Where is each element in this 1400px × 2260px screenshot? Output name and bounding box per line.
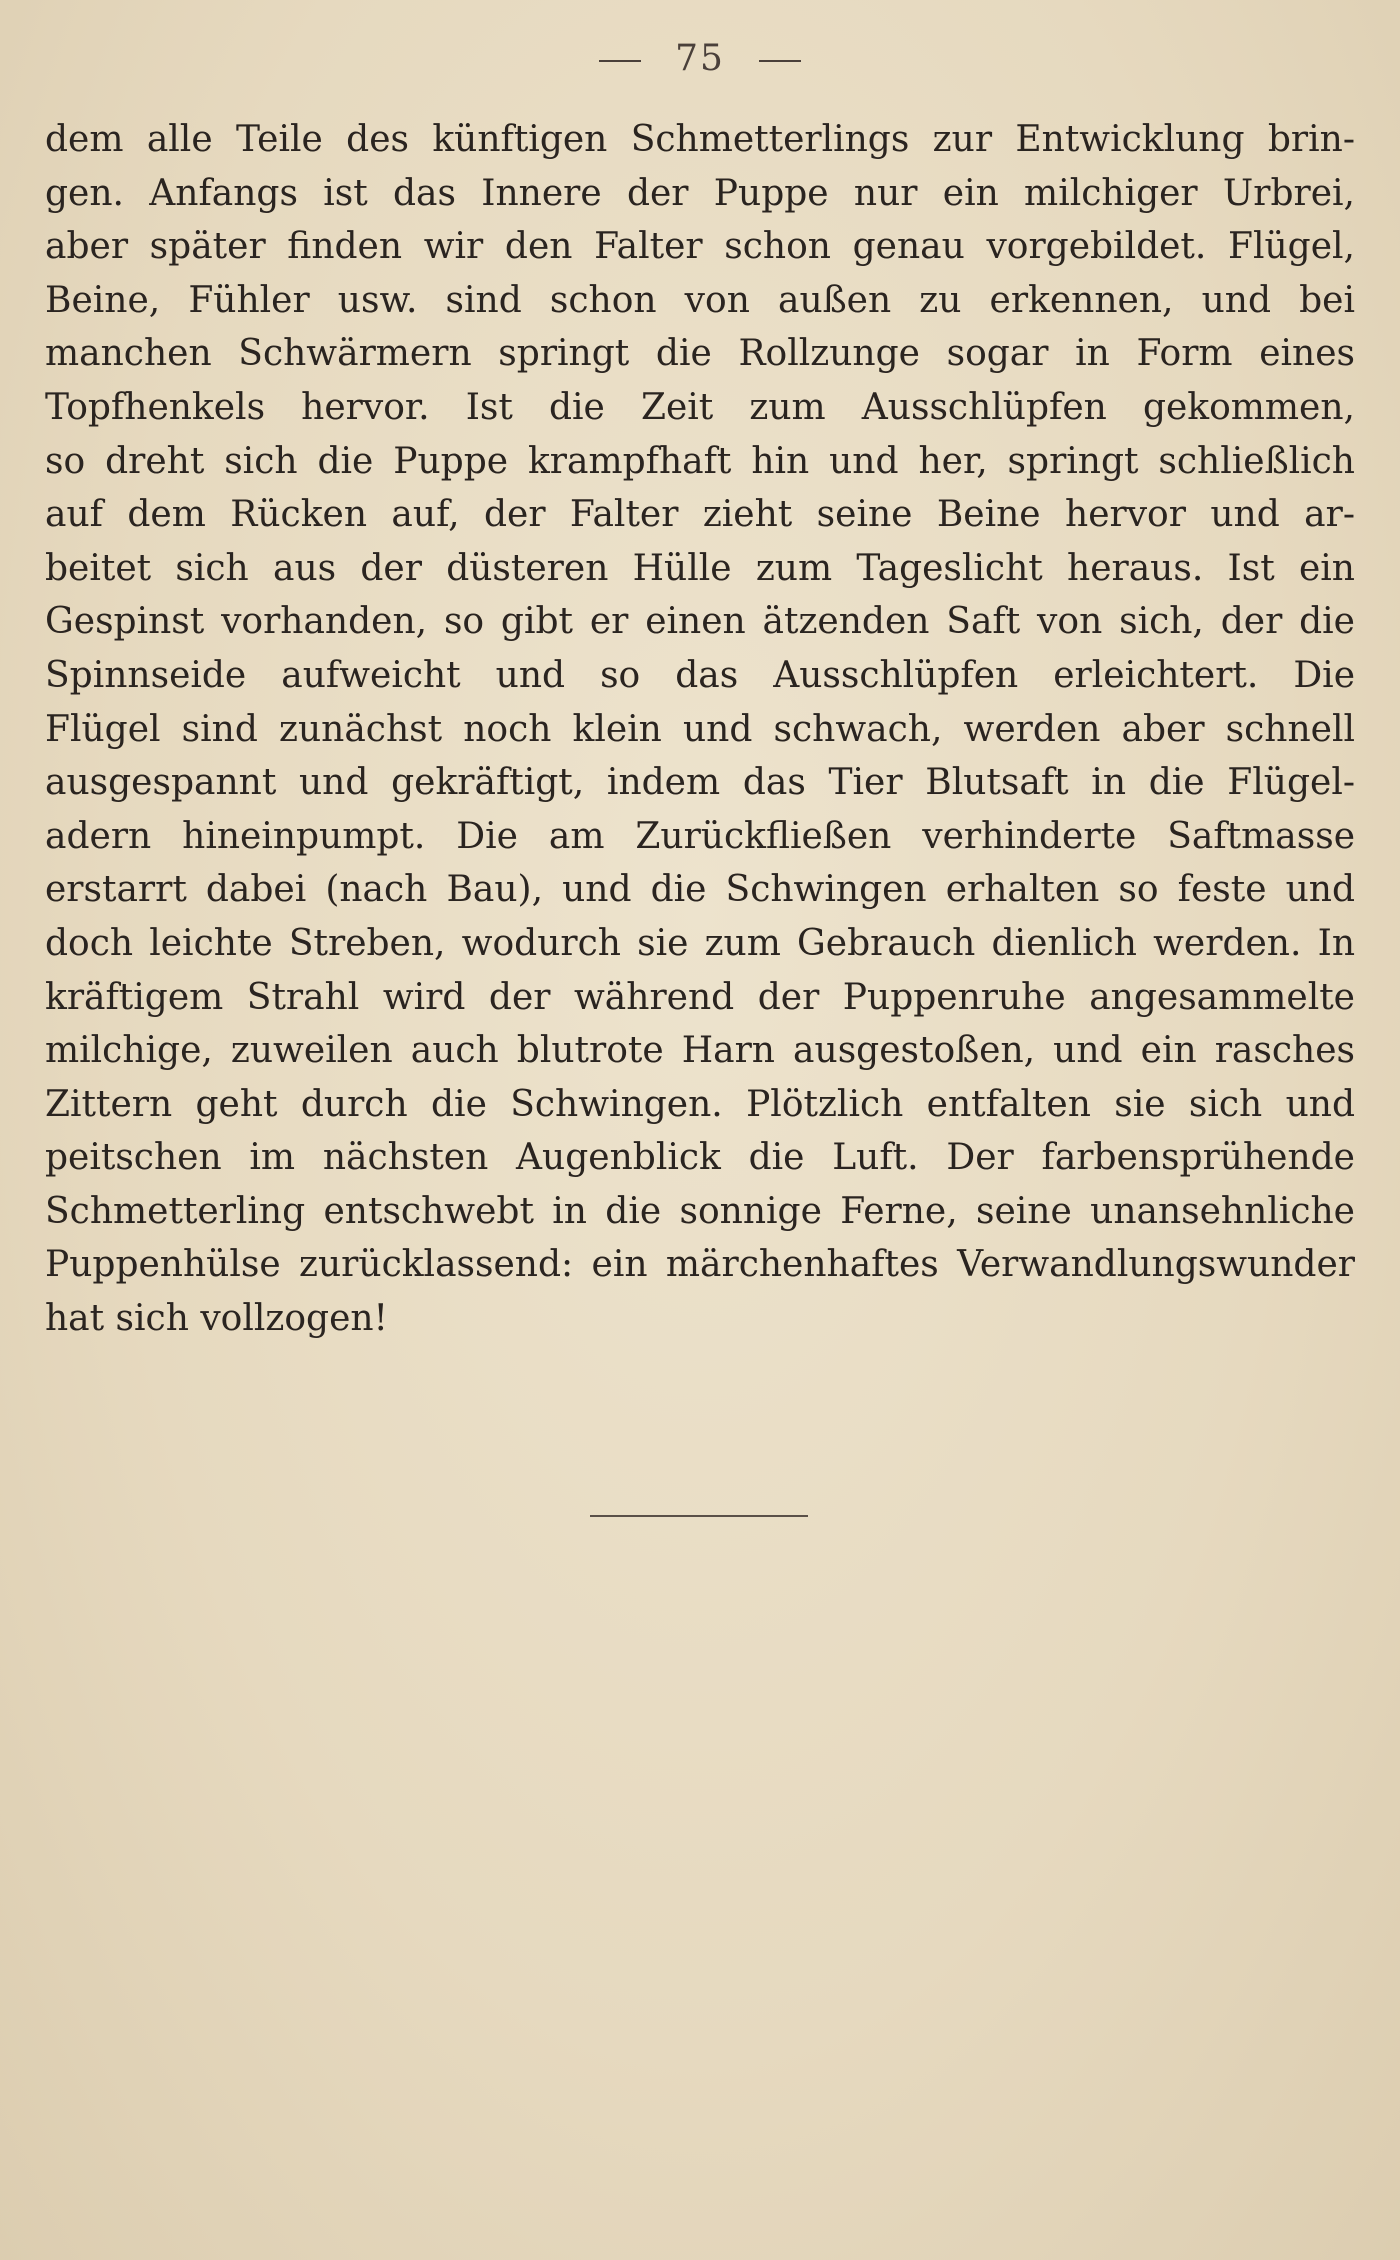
text-line: Zittern geht durch die Schwingen. Plötzlich entfalten sie sich und: [45, 1083, 1355, 1125]
text-line: peitschen im nächsten Augenblick die Luft. Der farbensprühende: [45, 1137, 1355, 1179]
text-line: ausgespannt und gekräftigt, indem das Tier Blutsaft in die Flügel-: [45, 762, 1355, 804]
text-line: gen. Anfangs ist das Innere der Puppe nur ein milchiger Urbrei,: [45, 172, 1355, 214]
text-line: Topfhenkels hervor. Ist die Zeit zum Ausschlüpfen gekommen,: [45, 386, 1355, 428]
text-line: manchen Schwärmern springt die Rollzunge sogar in Form eines: [45, 333, 1355, 375]
text-line: milchige, zuweilen auch blutrote Harn ausgestoßen, und ein rasches: [45, 1030, 1355, 1072]
text-line: Puppenhülse zurücklassend: ein märchenhaftes Verwandlungswunder: [45, 1244, 1355, 1286]
text-line: auf dem Rücken auf, der Falter zieht seine Beine hervor und ar-: [45, 494, 1355, 536]
text-line: Flügel sind zunächst noch klein und schwach, werden aber schnell: [45, 708, 1355, 750]
text-line: Gespinst vorhanden, so gibt er einen ätzenden Saft von sich, der die: [45, 601, 1355, 643]
text-line: beitet sich aus der düsteren Hülle zum Tageslicht heraus. Ist ein: [45, 547, 1355, 589]
body-text: [45, 113, 1355, 1346]
text-line: adern hineinpumpt. Die am Zurückfließen verhinderte Saftmasse: [45, 815, 1355, 857]
text-line: erstarrt dabei (nach Bau), und die Schwingen erhalten so feste und: [45, 869, 1355, 911]
text-line: dem alle Teile des künftigen Schmetterlings zur Entwicklung brin-: [45, 119, 1355, 160]
page-number-dash-left: [599, 60, 641, 62]
text-line: Spinnseide aufweicht und so das Ausschlüpfen erleichtert. Die: [45, 654, 1355, 696]
page-number-header: [0, 38, 1400, 79]
text-line: Schmetterling entschwebt in die sonnige Ferne, seine unansehnliche: [45, 1190, 1355, 1232]
text-line-last: hat sich vollzogen!: [45, 1298, 389, 1340]
text-line: kräftigem Strahl wird der während der Puppenruhe angesammelte: [45, 976, 1355, 1018]
text-line: doch leichte Streben, wodurch sie zum Gebrauch dienlich werden. In: [45, 922, 1355, 964]
text-line: so dreht sich die Puppe krampfhaft hin und her, springt schließlich: [45, 440, 1355, 482]
text-line: Beine, Fühler usw. sind schon von außen zu erkennen, und bei: [45, 279, 1355, 321]
section-end-rule: [590, 1515, 808, 1517]
page-number: 75: [675, 38, 725, 79]
text-line: aber später finden wir den Falter schon genau vorgebildet. Flügel,: [45, 226, 1355, 268]
page-number-dash-right: [759, 60, 801, 62]
